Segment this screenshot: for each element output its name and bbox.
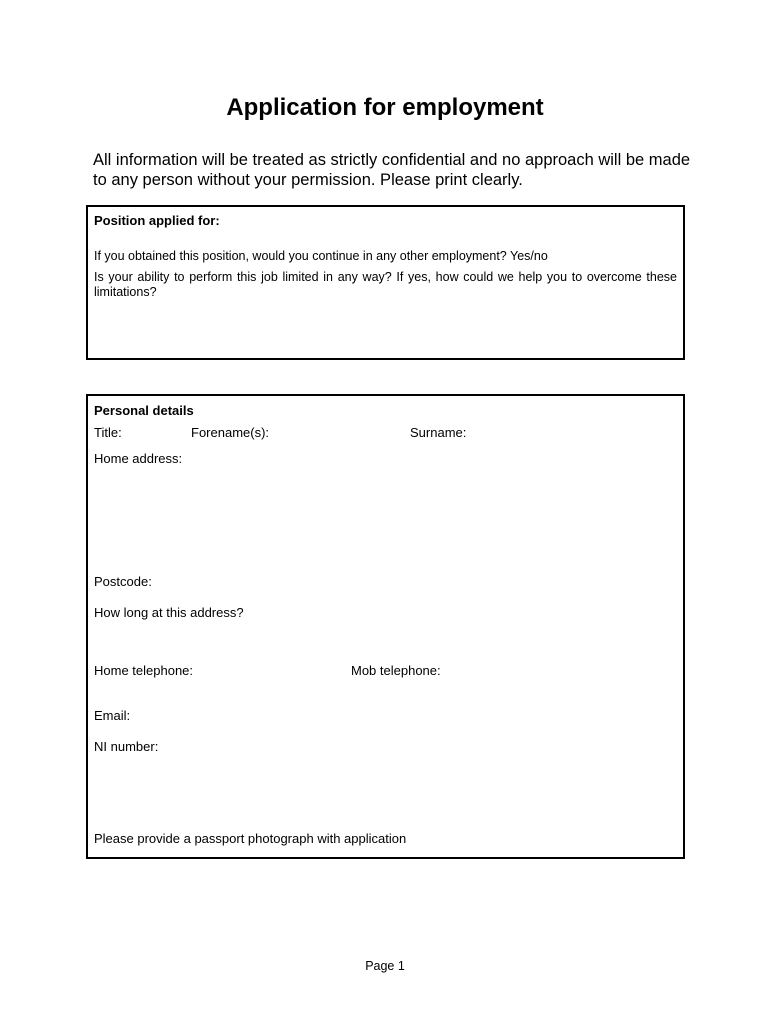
position-applied-heading: Position applied for: [94, 213, 220, 228]
position-applied-section [86, 205, 685, 360]
home-telephone-label: Home telephone: [94, 663, 194, 678]
page-number: Page 1 [365, 959, 405, 973]
forenames-label: Forename(s): [191, 425, 270, 440]
intro-paragraph: All information will be treated as strictly confidential and no approach will be made to any person without your permission. Please print clearly. [93, 151, 691, 189]
passport-photo-note: Please provide a passport photograph with application [94, 831, 407, 846]
how-long-at-address-label: How long at this address? [94, 605, 244, 620]
page-title: Application for employment [226, 94, 544, 121]
personal-details-section [86, 394, 685, 859]
email-label: Email: [94, 708, 131, 723]
limitations-question: Is your ability to perform this job limited in any way? If yes, how could we help you to overcome these limitations? [94, 270, 677, 299]
surname-label: Surname: [410, 425, 467, 440]
title-label: Title: [94, 425, 122, 440]
postcode-label: Postcode: [94, 574, 152, 589]
mob-telephone-label: Mob telephone: [351, 663, 441, 678]
ni-number-label: NI number: [94, 739, 159, 754]
personal-details-heading: Personal details [94, 403, 194, 418]
home-address-label: Home address: [94, 451, 183, 466]
other-employment-question: If you obtained this position, would you continue in any other employment? Yes/no [94, 249, 548, 263]
